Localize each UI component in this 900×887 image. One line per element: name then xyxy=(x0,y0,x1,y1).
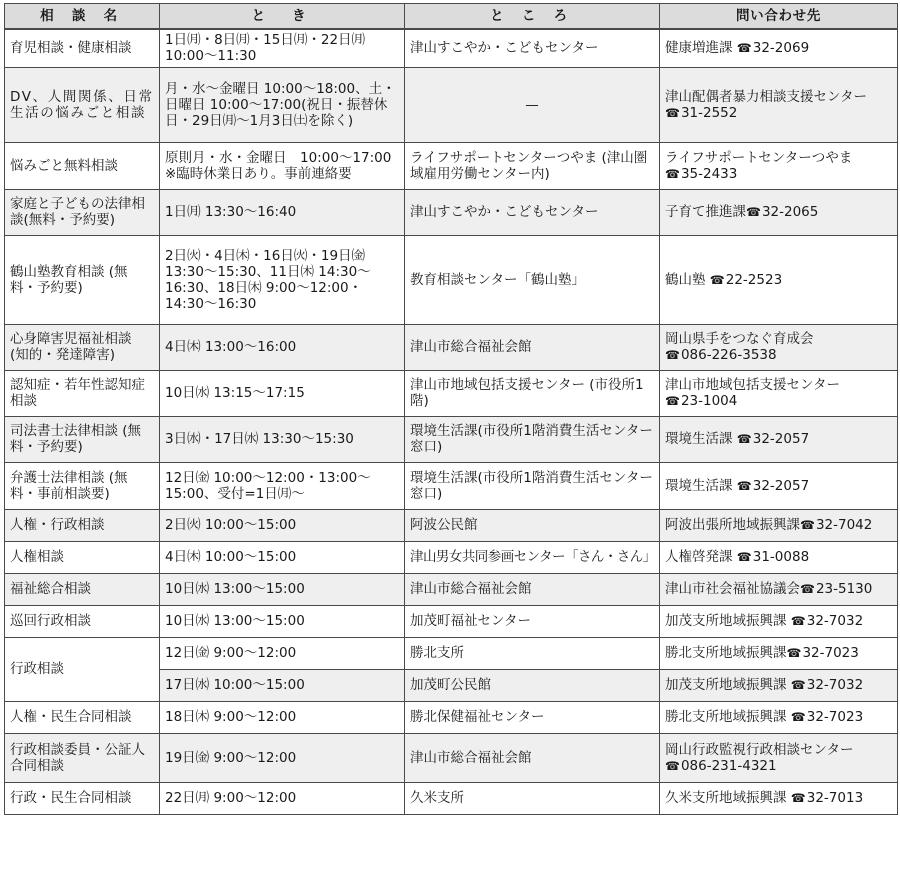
row-time: 12日㈮ 9:00〜12:00 xyxy=(160,637,405,669)
row-name: 行政相談 xyxy=(5,637,160,701)
row-place: 津山男女共同参画センター「さん・さん」 xyxy=(405,541,660,573)
row-contact xyxy=(660,462,898,509)
row-time: 4日㈭ 10:00〜15:00 xyxy=(160,541,405,573)
table-row xyxy=(5,324,898,370)
row-time: 3日㈬・17日㈬ 13:30〜15:30 xyxy=(160,416,405,462)
contact-label: 岡山行政監視行政相談センター xyxy=(665,741,854,758)
contact-label: 阿波出張所地域振興課 xyxy=(665,517,800,533)
row-name: 巡回行政相談 xyxy=(5,605,160,637)
table-row xyxy=(5,67,898,142)
row-place: 津山市総合福祉会館 xyxy=(405,733,660,782)
row-contact xyxy=(660,235,898,324)
contact-label: 環境生活課 xyxy=(665,477,733,494)
row-place: 環境生活課(市役所1階消費生活センター窓口) xyxy=(405,416,660,462)
phone-icon xyxy=(746,204,762,220)
row-place: 久米支所 xyxy=(405,782,660,814)
row-name: 心身障害児福祉相談 (知的・発達障害) xyxy=(5,324,160,370)
table-row xyxy=(5,733,898,782)
row-time: 2日㈫・4日㈭・16日㈫・19日㈮ 13:30〜15:30、11日㈭ 14:30〜16:30、18日㈭ 9:00〜12:00・14:30〜16:30 xyxy=(160,235,405,324)
row-place: 教育相談センター「鶴山塾」 xyxy=(405,235,660,324)
contact-label: 勝北支所地域振興課 xyxy=(665,645,787,661)
contact-tel: 086-226-3538 xyxy=(680,347,777,363)
row-place: 加茂町福祉センター xyxy=(405,605,660,637)
row-contact xyxy=(660,189,898,235)
phone-icon xyxy=(665,393,681,409)
table-row xyxy=(5,701,898,733)
row-time: 4日㈭ 13:00〜16:00 xyxy=(160,324,405,370)
row-contact xyxy=(660,324,898,370)
table-row xyxy=(5,29,898,67)
contact-tel: 32-2057 xyxy=(752,431,810,447)
row-time: 17日㈬ 10:00〜15:00 xyxy=(160,669,405,701)
row-time: 月・水〜金曜日 10:00〜18:00、土・日曜日 10:00〜17:00(祝日・振替休日・29日㈪〜1月3日㈯を除く) xyxy=(160,67,405,142)
contact-label: 鶴山塾 xyxy=(665,271,706,288)
row-name: 司法書士法律相談 (無料・予約要) xyxy=(5,416,160,462)
contact-label: 津山配偶者暴力相談支援センター xyxy=(665,88,867,105)
row-contact xyxy=(660,782,898,814)
row-contact xyxy=(660,637,898,669)
contact-tel: 35-2433 xyxy=(680,165,738,182)
table-row xyxy=(5,370,898,416)
phone-icon xyxy=(665,105,681,121)
contact-label: 津山市地域包括支援センター xyxy=(665,377,840,393)
row-name: 育児相談・健康相談 xyxy=(5,29,160,67)
contact-label: 加茂支所地域振興課 xyxy=(665,677,787,693)
phone-icon xyxy=(800,581,816,597)
contact-tel: 32-2057 xyxy=(752,477,810,494)
contact-tel: 32-7032 xyxy=(806,613,864,629)
row-name: 行政・民生合同相談 xyxy=(5,782,160,814)
table-row xyxy=(5,573,898,605)
phone-icon xyxy=(737,549,753,565)
phone-icon xyxy=(800,517,816,533)
consultation-table xyxy=(4,3,898,815)
row-name: 認知症・若年性認知症相談 xyxy=(5,370,160,416)
table-row xyxy=(5,509,898,541)
table-row xyxy=(5,189,898,235)
phone-icon xyxy=(791,677,807,693)
contact-label: 健康増進課 xyxy=(665,40,733,57)
contact-tel: 32-2065 xyxy=(761,204,819,220)
contact-tel: 22-2523 xyxy=(725,271,783,288)
row-name: 行政相談委員・公証人合同相談 xyxy=(5,733,160,782)
contact-label: 津山市社会福祉協議会 xyxy=(665,581,800,597)
contact-label: 人権啓発課 xyxy=(665,549,733,565)
row-time: 原則月・水・金曜日 10:00〜17:00 ※臨時休業日あり。事前連絡要 xyxy=(160,142,405,189)
contact-label: ライフサポートセンターつやま xyxy=(665,149,853,166)
contact-tel: 32-7042 xyxy=(815,517,873,533)
phone-icon xyxy=(791,709,807,725)
table-row xyxy=(5,142,898,189)
contact-label: 岡山県手をつなぐ育成会 xyxy=(665,331,814,347)
row-time: 12日㈮ 10:00〜12:00・13:00〜15:00、受付=1日㈪〜 xyxy=(160,462,405,509)
phone-icon xyxy=(737,431,753,447)
contact-tel: 32-7013 xyxy=(806,790,864,806)
contact-label: 環境生活課 xyxy=(665,431,733,447)
row-name: 家庭と子どもの法律相談(無料・予約要) xyxy=(5,189,160,235)
row-time: 22日㈪ 9:00〜12:00 xyxy=(160,782,405,814)
row-place: 津山市総合福祉会館 xyxy=(405,324,660,370)
contact-tel: 32-7023 xyxy=(802,645,859,661)
row-name: DV、人間関係、日常生活の悩みごと相談 xyxy=(5,67,160,142)
contact-tel: 32-7032 xyxy=(806,677,864,693)
header-time: と き xyxy=(160,4,405,30)
header-place: と こ ろ xyxy=(405,4,660,30)
row-place: 環境生活課(市役所1階消費生活センター窓口) xyxy=(405,462,660,509)
table-row xyxy=(5,605,898,637)
row-time: 19日㈮ 9:00〜12:00 xyxy=(160,733,405,782)
table-header-row xyxy=(5,4,898,30)
row-time: 1日㈪ 13:30〜16:40 xyxy=(160,189,405,235)
row-contact xyxy=(660,669,898,701)
phone-icon xyxy=(791,613,807,629)
row-time: 10日㈬ 13:00〜15:00 xyxy=(160,605,405,637)
row-contact xyxy=(660,416,898,462)
row-contact xyxy=(660,605,898,637)
contact-tel: 32-7023 xyxy=(806,709,864,725)
row-place: 勝北支所 xyxy=(405,637,660,669)
row-place: 津山市地域包括支援センター (市役所1階) xyxy=(405,370,660,416)
phone-icon xyxy=(737,40,753,56)
contact-label: 子育て推進課 xyxy=(665,204,746,220)
row-place: 津山すこやか・こどもセンター xyxy=(405,189,660,235)
row-name: 人権・民生合同相談 xyxy=(5,701,160,733)
row-place: 加茂町公民館 xyxy=(405,669,660,701)
row-name: 鶴山塾教育相談 (無料・予約要) xyxy=(5,235,160,324)
row-name: 弁護士法律相談 (無料・事前相談要) xyxy=(5,462,160,509)
row-name: 人権・行政相談 xyxy=(5,509,160,541)
row-name: 悩みごと無料相談 xyxy=(5,142,160,189)
table-row xyxy=(5,541,898,573)
row-place: 勝北保健福祉センター xyxy=(405,701,660,733)
contact-tel: 31-0088 xyxy=(752,549,810,565)
phone-icon xyxy=(787,645,803,661)
row-contact xyxy=(660,733,898,782)
row-contact xyxy=(660,541,898,573)
row-contact xyxy=(660,142,898,189)
row-contact xyxy=(660,29,898,67)
row-time: 18日㈭ 9:00〜12:00 xyxy=(160,701,405,733)
table-body xyxy=(5,29,898,814)
row-contact xyxy=(660,573,898,605)
table-row xyxy=(5,462,898,509)
row-time: 2日㈫ 10:00〜15:00 xyxy=(160,509,405,541)
phone-icon xyxy=(665,758,681,774)
table-row xyxy=(5,782,898,814)
table-row xyxy=(5,637,898,669)
row-place: 阿波公民館 xyxy=(405,509,660,541)
row-contact xyxy=(660,370,898,416)
row-place: — xyxy=(405,67,660,142)
row-contact xyxy=(660,509,898,541)
phone-icon xyxy=(737,478,753,494)
table-row xyxy=(5,416,898,462)
phone-icon xyxy=(665,347,681,363)
row-contact xyxy=(660,67,898,142)
table-row xyxy=(5,235,898,324)
contact-label: 加茂支所地域振興課 xyxy=(665,613,787,629)
row-contact xyxy=(660,701,898,733)
row-name: 福祉総合相談 xyxy=(5,573,160,605)
row-place: ライフサポートセンターつやま (津山圏域雇用労働センター内) xyxy=(405,142,660,189)
contact-tel: 23-1004 xyxy=(680,393,738,409)
phone-icon xyxy=(665,166,681,182)
row-time: 10日㈬ 13:15〜17:15 xyxy=(160,370,405,416)
phone-icon xyxy=(791,790,807,806)
contact-tel: 23-5130 xyxy=(815,581,873,597)
header-contact: 問い合わせ先 xyxy=(660,4,898,30)
row-place: 津山すこやか・こどもセンター xyxy=(405,29,660,67)
contact-tel: 31-2552 xyxy=(680,104,738,121)
row-place: 津山市総合福祉会館 xyxy=(405,573,660,605)
phone-icon xyxy=(710,272,726,288)
consultation-schedule xyxy=(4,3,897,815)
contact-label: 久米支所地域振興課 xyxy=(665,790,787,806)
row-time: 10日㈬ 13:00〜15:00 xyxy=(160,573,405,605)
contact-label: 勝北支所地域振興課 xyxy=(665,709,787,725)
row-name: 人権相談 xyxy=(5,541,160,573)
header-name: 相 談 名 xyxy=(5,4,160,30)
row-time: 1日㈪・8日㈪・15日㈪・22日㈪ 10:00〜11:30 xyxy=(160,29,405,67)
contact-tel: 086-231-4321 xyxy=(680,757,777,774)
contact-tel: 32-2069 xyxy=(752,40,810,57)
